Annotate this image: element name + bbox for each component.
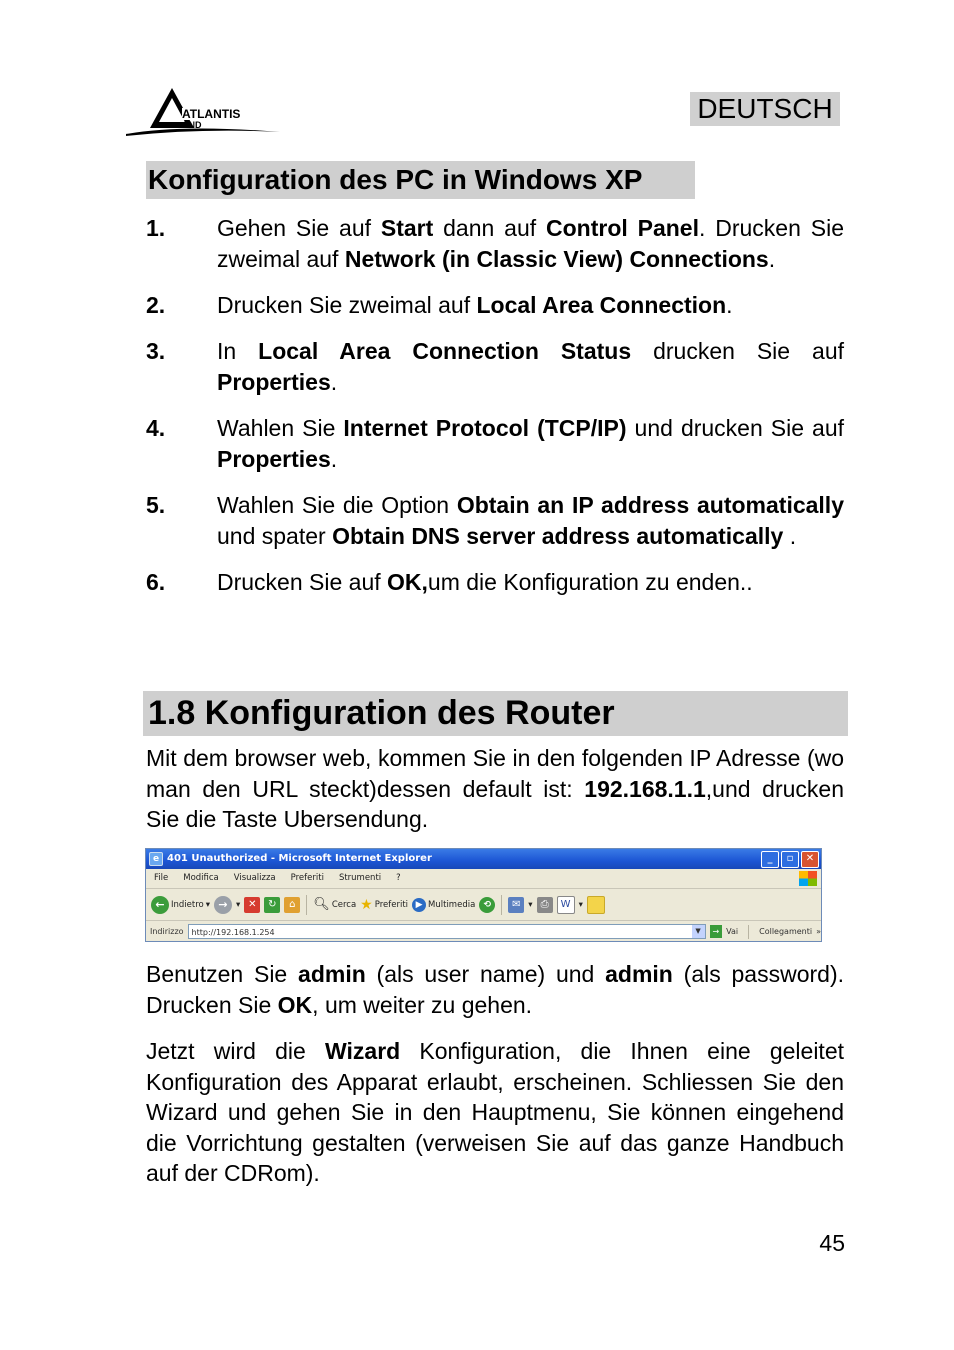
- wizard-paragraph: Jetzt wird die Wizard Konfiguration, die Ihnen eine geleitet Konfiguration des Apparat erlaubt, erscheinen. Schliessen Sie den Wizard und gehen Sie in den Hauptmenu, Sie können eingehend die Vorrichtung gestalten (verweisen Sie auf das ganze Handbuch auf der CDRom).: [146, 1038, 845, 1186]
- windows-logo-icon: [799, 871, 817, 886]
- ie-icon: e: [149, 852, 163, 866]
- mail-button[interactable]: ✉: [508, 897, 524, 913]
- media-icon: ▶: [412, 898, 426, 912]
- step-4: 4. Wahlen Sie Internet Protocol (TCP/IP) und drucken Sie auf Properties.: [146, 415, 845, 472]
- menu-visualizza[interactable]: Visualizza: [233, 873, 276, 883]
- section-title-router: 1.8 Konfiguration des Router: [143, 691, 848, 736]
- address-bar: [146, 921, 821, 942]
- browser-screenshot: [145, 848, 822, 942]
- history-button[interactable]: ⟲: [479, 897, 495, 913]
- chevron-down-icon[interactable]: ▼: [692, 925, 705, 938]
- router-intro-paragraph: Mit dem browser web, kommen Sie in den folgenden IP Adresse (wo man den URL steckt)dessen default ist: 192.168.1.1,und drucken Sie die Taste Ubersendung.: [146, 745, 844, 832]
- home-button[interactable]: ⌂: [284, 897, 300, 913]
- svg-text:AND: AND: [182, 120, 202, 130]
- links-label[interactable]: Collegamenti: [759, 927, 813, 936]
- page-number: 45: [819, 1230, 845, 1256]
- search-button[interactable]: 🔍︎ Cerca: [313, 897, 357, 912]
- browser-toolbar: ← Indietro ▾ → ▾ ✕ ↻ ⌂ 🔍︎ Cerca ★ Preferiti ▶ Multimedia ⟲ ✉ ▾ ⎙ W ▾: [146, 889, 821, 921]
- atlantis-logo: [122, 84, 282, 156]
- menu-preferiti[interactable]: Preferiti: [290, 873, 324, 883]
- menu-modifica[interactable]: Modifica: [183, 873, 219, 883]
- menu-help[interactable]: ?: [396, 873, 401, 883]
- step-3: 3. In Local Area Connection Status drucken Sie auf Properties.: [146, 338, 845, 395]
- browser-menu-bar: [146, 869, 821, 889]
- forward-button[interactable]: →: [214, 896, 232, 914]
- step-list: [146, 213, 844, 613]
- step-6: 6. Drucken Sie auf OK,um die Konfiguration zu enden..: [146, 569, 753, 595]
- maximize-button[interactable]: ▫: [781, 851, 799, 868]
- language-label: DEUTSCH: [690, 92, 840, 126]
- login-paragraph: Benutzen Sie admin (als user name) und admin (als password). Drucken Sie OK, um weiter zu gehen.: [146, 961, 844, 1018]
- favorites-button[interactable]: ★ Preferiti: [360, 896, 409, 913]
- refresh-button[interactable]: ↻: [264, 897, 280, 913]
- discuss-button[interactable]: [587, 896, 605, 914]
- step-1: 1. Gehen Sie auf Start dann auf Control Panel. Drucken Sie zweimal auf Network (in Classic View) Connections.: [146, 215, 844, 272]
- menu-strumenti[interactable]: Strumenti: [338, 873, 382, 883]
- search-icon: 🔍︎: [313, 897, 330, 912]
- close-button[interactable]: ✕: [801, 851, 819, 868]
- step-2: 2. Drucken Sie zweimal auf Local Area Connection.: [146, 292, 733, 318]
- edit-button[interactable]: W: [557, 896, 575, 914]
- links-more-icon[interactable]: »: [816, 927, 821, 936]
- back-button[interactable]: ← Indietro ▾: [151, 896, 210, 914]
- menu-file[interactable]: File: [154, 873, 169, 883]
- print-button[interactable]: ⎙: [537, 897, 553, 913]
- browser-title-bar: [146, 849, 821, 869]
- star-icon: ★: [360, 896, 373, 913]
- media-button[interactable]: ▶ Multimedia: [412, 898, 475, 912]
- address-label: Indirizzo: [150, 927, 184, 936]
- go-arrow-icon[interactable]: →: [710, 925, 723, 938]
- back-arrow-icon: ←: [151, 896, 169, 914]
- browser-title: 401 Unauthorized - Microsoft Internet Explorer: [167, 853, 432, 864]
- stop-button[interactable]: ✕: [244, 897, 260, 913]
- section-title-pc: Konfiguration des PC in Windows XP: [146, 161, 695, 199]
- step-5: 5. Wahlen Sie die Option Obtain an IP address automatically und spater Obtain DNS server address automatically .: [146, 492, 844, 549]
- svg-text:ATLANTIS: ATLANTIS: [182, 107, 241, 121]
- go-button[interactable]: Vai: [726, 927, 739, 936]
- address-input[interactable]: http://192.168.1.254 ▼: [188, 924, 706, 939]
- minimize-button[interactable]: _: [761, 851, 779, 868]
